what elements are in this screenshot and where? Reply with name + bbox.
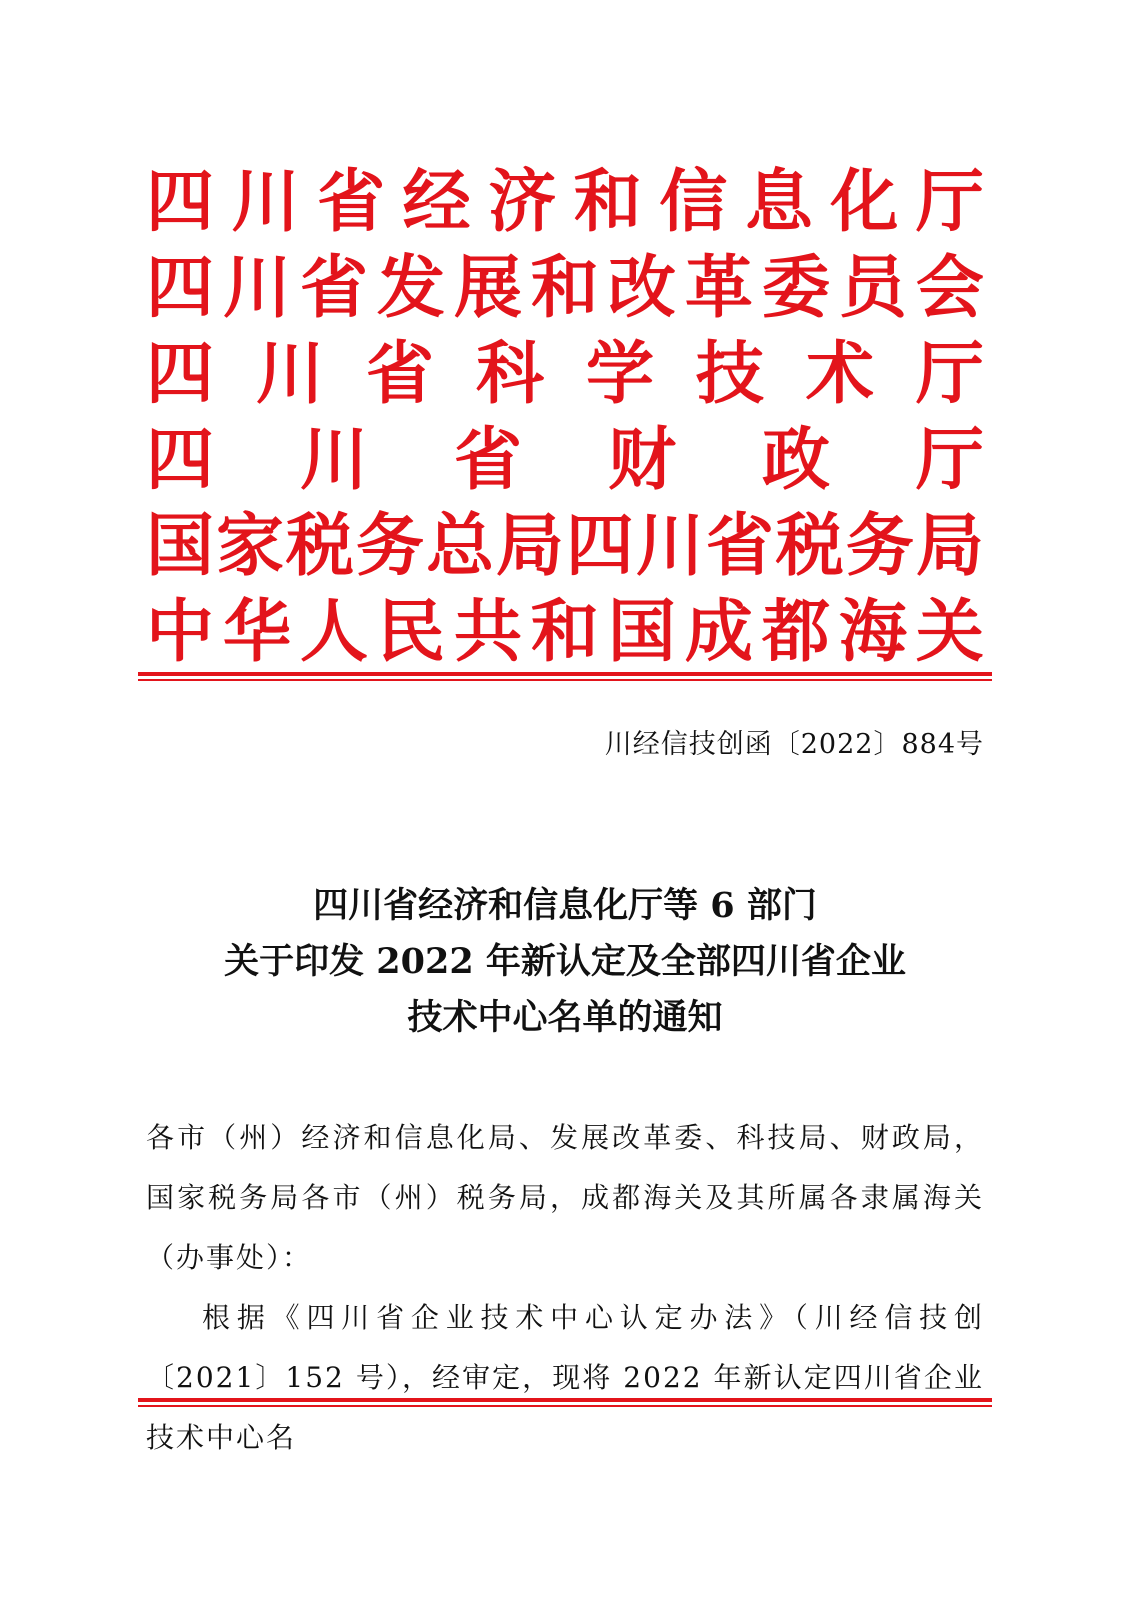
issuer-char: 改 [607, 249, 676, 328]
issuer-char: 省 [317, 163, 386, 242]
issuer-char: 厅 [915, 163, 984, 242]
issuer-line [146, 418, 984, 504]
issuer-char: 共 [453, 593, 522, 672]
issuer-char: 科 [475, 335, 544, 414]
issuer-char: 信 [659, 163, 728, 242]
issuer-char: 省 [299, 249, 368, 328]
issuer-char: 术 [805, 335, 874, 414]
issuer-char: 税 [285, 507, 354, 586]
issuer-char: 和 [573, 163, 642, 242]
footer-red-rule [138, 1398, 992, 1407]
issuer-char: 人 [299, 593, 368, 672]
issuer-char: 关 [915, 593, 984, 672]
issuer-char: 川 [299, 421, 368, 500]
issuer-char: 委 [761, 249, 830, 328]
issuer-char: 和 [530, 593, 599, 672]
salutation: 各市（州）经济和信息化局、发展改革委、科技局、财政局，国家税务局各市（州）税务局，成都海关及其所属各隶属海关（办事处）： [146, 1121, 984, 1274]
issuer-line [146, 590, 984, 676]
issuer-char: 务 [845, 507, 914, 586]
issuer-char: 川 [635, 507, 704, 586]
issuer-char: 都 [761, 593, 830, 672]
issuing-authorities [146, 160, 984, 676]
issuer-char: 民 [376, 593, 445, 672]
issuer-line [146, 160, 984, 246]
issuer-char: 川 [231, 163, 300, 242]
header-red-rule [138, 672, 992, 681]
body-paragraph: 根据《四川省企业技术中心认定办法》（川经信技创〔2021〕152 号），经审定，现将 2022 年新认定四川省企业技术中心名 [146, 1301, 984, 1454]
issuer-char: 化 [830, 163, 899, 242]
issuer-char: 省 [365, 335, 434, 414]
issuer-char: 华 [222, 593, 291, 672]
issuer-char: 技 [695, 335, 764, 414]
issuer-char: 发 [376, 249, 445, 328]
issuer-char: 和 [530, 249, 599, 328]
issuer-char: 四 [146, 163, 215, 242]
document-title [146, 878, 984, 1046]
issuer-char: 四 [146, 421, 215, 500]
issuer-char: 息 [744, 163, 813, 242]
document-body [146, 1108, 984, 1468]
issuer-char: 税 [775, 507, 844, 586]
issuer-char: 国 [607, 593, 676, 672]
issuer-char: 总 [425, 507, 494, 586]
issuer-line [146, 246, 984, 332]
issuer-char: 财 [607, 421, 676, 500]
issuer-char: 厅 [915, 421, 984, 500]
issuer-char: 省 [705, 507, 774, 586]
issuer-char: 中 [146, 593, 215, 672]
issuer-line [146, 504, 984, 590]
issuer-char: 成 [684, 593, 753, 672]
issuer-char: 局 [915, 507, 984, 586]
issuer-char: 海 [838, 593, 907, 672]
issuer-char: 川 [222, 249, 291, 328]
issuer-line [146, 332, 984, 418]
document-number: 川经信技创函〔2022〕884号 [604, 729, 984, 760]
issuer-char: 四 [146, 249, 215, 328]
issuer-char: 展 [453, 249, 522, 328]
issuer-char: 经 [402, 163, 471, 242]
issuer-char: 国 [146, 507, 215, 586]
issuer-char: 济 [488, 163, 557, 242]
issuer-char: 学 [585, 335, 654, 414]
issuer-char: 局 [495, 507, 564, 586]
issuer-char: 厅 [915, 335, 984, 414]
issuer-char: 政 [761, 421, 830, 500]
issuer-char: 省 [453, 421, 522, 500]
issuer-char: 四 [146, 335, 215, 414]
issuer-char: 务 [355, 507, 424, 586]
issuer-char: 革 [684, 249, 753, 328]
title-line-1: 四川省经济和信息化厅等 6 部门 [313, 885, 817, 926]
issuer-char: 会 [915, 249, 984, 328]
issuer-char: 员 [838, 249, 907, 328]
issuer-char: 家 [215, 507, 284, 586]
title-line-2: 关于印发 2022 年新认定及全部四川省企业 [224, 941, 906, 982]
issuer-char: 川 [255, 335, 324, 414]
issuer-char: 四 [565, 507, 634, 586]
title-line-3: 技术中心名单的通知 [407, 997, 723, 1038]
